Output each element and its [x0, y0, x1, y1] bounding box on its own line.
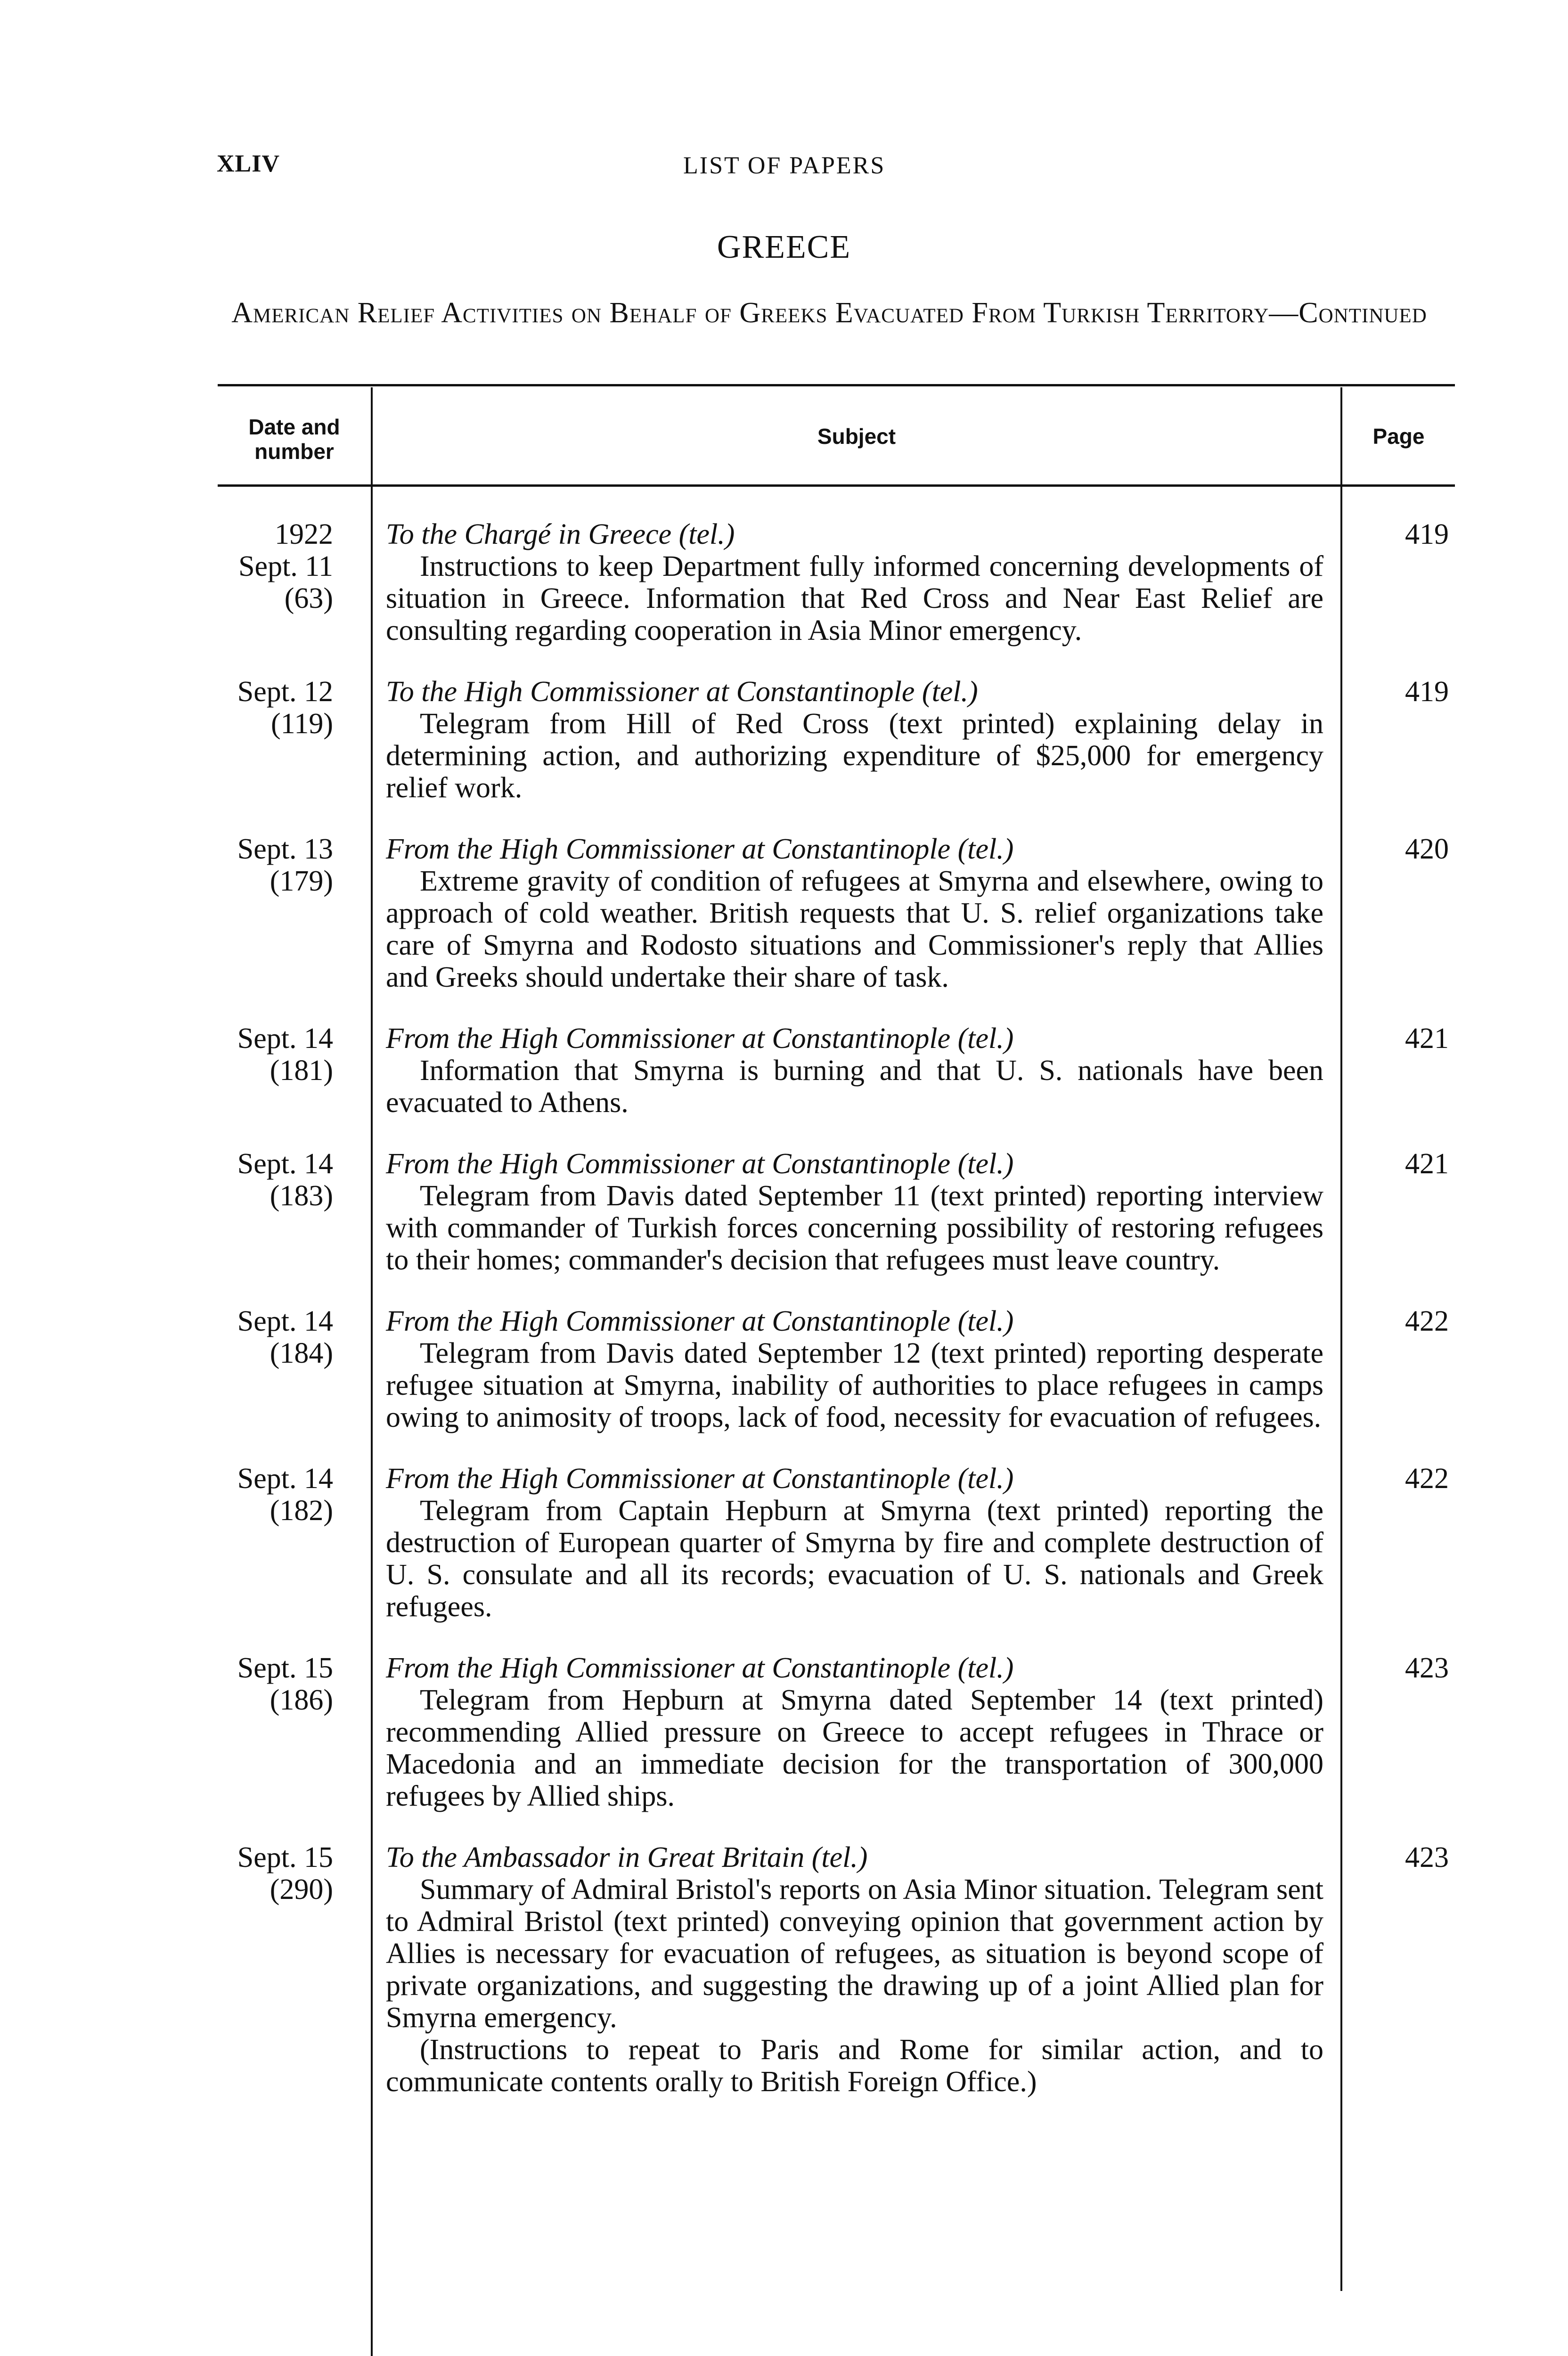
entry-page: 422 [1405, 1463, 1449, 1495]
column-header-subject: Subject [817, 424, 896, 449]
entry-title: From the High Commissioner at Constantinople (tel.) [386, 1463, 1014, 1495]
entry-note: (Instructions to repeat to Paris and Rome for similar action, and to communicate contents orally to British Foreign Office.) [386, 2034, 1323, 2098]
entry-text: Telegram from Davis dated September 11 (text printed) reporting interview with commander of Turkish forces concerning possibility of restoring refugees to their homes; commander's decision that refugees must leave country. [386, 1180, 1323, 1276]
entry-number: (183) [270, 1180, 333, 1212]
entry-subject [386, 1023, 1323, 1119]
entry-number: (63) [284, 582, 333, 614]
entry-year: 1922 [275, 518, 333, 550]
entry-number: (186) [270, 1684, 333, 1716]
entry-page: 422 [1405, 1305, 1449, 1337]
entry-title: From the High Commissioner at Constantinople (tel.) [386, 1305, 1014, 1337]
entry-page: 419 [1405, 676, 1449, 708]
entry-number: (179) [270, 865, 333, 897]
entry-title: From the High Commissioner at Constantinople (tel.) [386, 1023, 1014, 1055]
entry-date-cell [218, 1652, 371, 1812]
entry-date-cell [218, 1148, 371, 1276]
entry-title: To the Ambassador in Great Britain (tel.) [386, 1841, 868, 1873]
entry-text: Telegram from Hill of Red Cross (text printed) explaining delay in determining action, and authorizing expenditure of $25,000 for emergency relief work. [386, 708, 1323, 804]
entry-page-cell [1339, 1841, 1451, 2098]
country-heading: GREECE [717, 229, 851, 265]
entry-page-cell [1339, 833, 1451, 993]
list-item [0, 1841, 1568, 2098]
entry-page: 420 [1405, 833, 1449, 865]
entry-title: From the High Commissioner at Constantinople (tel.) [386, 1652, 1014, 1684]
entry-subject [386, 1305, 1323, 1433]
entry-date-cell [218, 1841, 371, 2098]
entry-text: Information that Smyrna is burning and that U. S. nationals have been evacuated to Athens. [386, 1055, 1323, 1119]
entry-title: From the High Commissioner at Constantinople (tel.) [386, 833, 1014, 865]
entry-page-cell [1339, 1023, 1451, 1119]
entries-list [0, 518, 1568, 2127]
table-header-rule [218, 484, 1455, 487]
entry-page: 423 [1405, 1841, 1449, 1873]
entry-subject [386, 1148, 1323, 1276]
list-item [0, 518, 1568, 646]
entry-page-cell [1339, 1463, 1451, 1623]
entry-date: Sept. 14 [237, 1148, 333, 1180]
entry-text: Summary of Admiral Bristol's reports on Asia Minor situation. Telegram sent to Admiral Bristol (text printed) conveying opinion that government action by Allies is necessary for evacuation of refugees, as situation is beyond scope of private organizations, and suggesting the drawing up of a joint Allied plan for Smyrna emergency. [386, 1873, 1323, 2034]
entry-subject [386, 833, 1323, 993]
list-item [0, 1652, 1568, 1812]
entry-date: Sept. 14 [237, 1023, 333, 1055]
entry-date: Sept. 11 [238, 550, 333, 582]
entry-date-cell [218, 1305, 371, 1433]
entry-subject [386, 1841, 1323, 2098]
entry-date-cell [218, 676, 371, 804]
entry-date-cell [218, 1023, 371, 1119]
entry-date-cell [218, 833, 371, 993]
list-item [0, 1148, 1568, 1276]
entry-page: 421 [1405, 1148, 1449, 1180]
entry-title: To the Chargé in Greece (tel.) [386, 518, 735, 550]
list-item [0, 833, 1568, 993]
entry-subject [386, 1463, 1323, 1623]
entry-date: Sept. 14 [237, 1305, 333, 1337]
entry-number: (119) [271, 708, 333, 740]
entry-number: (290) [270, 1873, 333, 1906]
entry-text: Extreme gravity of condition of refugees at Smyrna and elsewhere, owing to approach of cold weather. British requests that U. S. relief organizations take care of Smyrna and Rodosto situations and Commissioner's reply that Allies and Greeks should undertake their share of task. [386, 865, 1323, 993]
entry-page-cell [1339, 1305, 1451, 1433]
column-header-page: Page [1372, 424, 1425, 449]
entry-page-cell [1339, 518, 1451, 646]
entry-number: (181) [270, 1055, 333, 1087]
column-header-date: Date and number [248, 415, 340, 464]
entry-date-cell [218, 1463, 371, 1623]
entry-date: Sept. 15 [237, 1841, 333, 1873]
list-item [0, 1023, 1568, 1119]
entry-text: Telegram from Captain Hepburn at Smyrna (text printed) reporting the destruction of European quarter of Smyrna by fire and complete destruction of U. S. consulate and all its records; evacuation of U. S. nationals and Greek refugees. [386, 1495, 1323, 1623]
entry-text: Telegram from Davis dated September 12 (text printed) reporting desperate refugee situation at Smyrna, inability of authorities to place refugees in camps owing to animosity of troops, lack of food, necessity for evacuation of refugees. [386, 1337, 1323, 1433]
entry-date: Sept. 15 [237, 1652, 333, 1684]
entry-page: 419 [1405, 518, 1449, 550]
entry-text: Telegram from Hepburn at Smyrna dated September 14 (text printed) recommending Allied pressure on Greece to accept refugees in Thrace or Macedonia and an immediate decision for the transportation of 300,000 refugees by Allied ships. [386, 1684, 1323, 1812]
entry-date-cell [218, 518, 371, 646]
entry-page-cell [1339, 676, 1451, 804]
entry-text: Instructions to keep Department fully informed concerning developments of situation in Greece. Information that Red Cross and Near East Relief are consulting regarding cooperation in Asia Minor emergency. [386, 550, 1323, 646]
entry-subject [386, 518, 1323, 646]
running-head: LIST OF PAPERS [683, 152, 886, 179]
entry-title: From the High Commissioner at Constantinople (tel.) [386, 1148, 1014, 1180]
entry-page-cell [1339, 1148, 1451, 1276]
page-number: XLIV [217, 150, 280, 177]
entry-date: Sept. 12 [237, 676, 333, 708]
entry-number: (182) [270, 1495, 333, 1527]
section-title: American Relief Activities on Behalf of Greeks Evacuated From Turkish Territory—Continued [231, 297, 1427, 329]
entry-page: 421 [1405, 1023, 1449, 1055]
list-item [0, 1463, 1568, 1623]
entry-title: To the High Commissioner at Constantinople (tel.) [386, 676, 978, 708]
entry-subject [386, 1652, 1323, 1812]
list-item [0, 1305, 1568, 1433]
entry-date: Sept. 14 [237, 1463, 333, 1495]
entry-subject [386, 676, 1323, 804]
entry-page: 423 [1405, 1652, 1449, 1684]
entry-page-cell [1339, 1652, 1451, 1812]
table-top-rule [218, 384, 1455, 386]
entry-date: Sept. 13 [237, 833, 333, 865]
list-item [0, 676, 1568, 804]
entry-number: (184) [270, 1337, 333, 1369]
